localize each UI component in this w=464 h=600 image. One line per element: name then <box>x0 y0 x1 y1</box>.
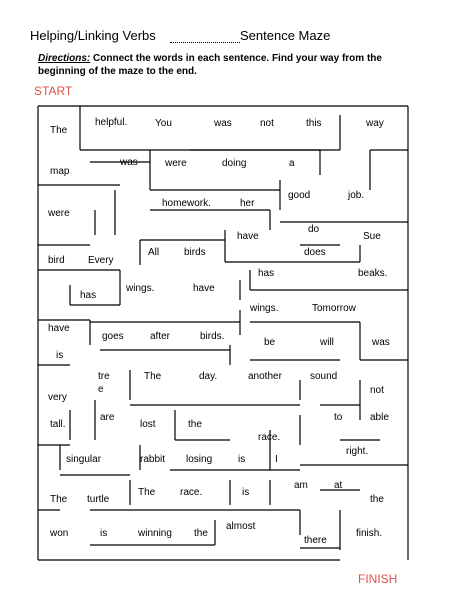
maze-word: have <box>237 231 259 242</box>
maze-word: am <box>294 480 308 491</box>
maze-word: there <box>304 535 327 546</box>
maze-word: the <box>194 528 208 539</box>
maze-word: was <box>372 337 390 348</box>
maze-word: All <box>148 247 160 258</box>
maze-word: rabbit <box>140 454 166 465</box>
maze-word: the <box>188 419 202 430</box>
maze-word: map <box>50 166 70 177</box>
worksheet-title-left: Helping/Linking Verbs <box>30 28 156 43</box>
directions-text: Connect the words in each sentence. Find your way from the beginning of the maze to the end. <box>38 53 382 77</box>
maze-word: helpful. <box>95 117 128 128</box>
maze-word: is <box>242 487 250 498</box>
maze-word: were <box>48 208 70 219</box>
maze-word: day. <box>199 371 218 382</box>
maze-word: winning <box>138 528 172 539</box>
maze-word: be <box>264 337 276 348</box>
maze-word: You <box>155 118 172 129</box>
maze-word: race. <box>258 432 281 443</box>
maze-word: will <box>320 337 334 348</box>
maze-word: good <box>288 190 311 201</box>
maze-word: birds. <box>200 331 225 342</box>
maze-word: job. <box>348 190 365 201</box>
maze-word: are <box>100 412 115 423</box>
maze-word: The <box>50 494 68 505</box>
maze-word: right. <box>346 446 369 457</box>
maze-word: the <box>370 494 384 505</box>
maze-word: almost <box>226 521 256 532</box>
maze-word: birds <box>184 247 206 258</box>
maze-word: do <box>308 224 320 235</box>
maze-word: does <box>304 247 326 258</box>
maze-word: losing <box>186 454 213 465</box>
maze-word: The <box>144 371 162 382</box>
maze-word: another <box>248 371 282 382</box>
maze-word: Every <box>88 255 114 266</box>
maze-word: a <box>289 158 295 169</box>
maze-word: The <box>50 125 68 136</box>
maze-word: after <box>150 331 171 342</box>
maze-word: race. <box>180 487 203 498</box>
maze-word: homework. <box>162 198 211 209</box>
maze-word: has <box>258 268 275 279</box>
finish-label: FINISH <box>358 572 398 586</box>
maze-word: lost <box>140 419 156 430</box>
maze-word: not <box>370 385 384 396</box>
maze-word: were <box>165 158 187 169</box>
maze-word: way <box>366 118 384 129</box>
maze-word: tall. <box>50 419 66 430</box>
maze-word: is <box>56 350 64 361</box>
maze-word: singular <box>66 454 102 465</box>
maze-word: Tomorrow <box>312 303 356 314</box>
maze-word: doing <box>222 158 247 169</box>
maze-word: I <box>275 454 278 465</box>
maze-word: this <box>306 118 322 129</box>
worksheet-title-right: Sentence Maze <box>240 28 331 43</box>
maze-word: her <box>240 198 255 209</box>
maze-word: wings. <box>250 303 279 314</box>
maze-word: has <box>80 290 97 301</box>
directions-label: Directions: <box>38 53 91 64</box>
start-label: START <box>34 84 73 98</box>
maze-word: very <box>48 392 67 403</box>
maze-word: have <box>193 283 215 294</box>
maze-word: was <box>120 157 138 168</box>
maze-word: tre <box>98 371 110 382</box>
maze-word: to <box>334 412 343 423</box>
maze-word: Sue <box>363 231 381 242</box>
maze-word: have <box>48 323 70 334</box>
maze-word: sound <box>310 371 338 382</box>
maze-word: at <box>334 480 343 491</box>
maze-word: e <box>98 384 104 395</box>
maze-word: is <box>238 454 246 465</box>
maze-word: turtle <box>87 494 110 505</box>
maze-word: bird <box>48 255 65 266</box>
maze-word: beaks. <box>358 268 388 279</box>
maze-word: is <box>100 528 108 539</box>
maze-word: goes <box>102 331 124 342</box>
maze-word: finish. <box>356 528 383 539</box>
maze-word: won <box>50 528 69 539</box>
maze-word: not <box>260 118 274 129</box>
maze-word: wings. <box>126 283 155 294</box>
maze-word: able <box>370 412 389 423</box>
maze-word: The <box>138 487 156 498</box>
maze-word: was <box>214 118 232 129</box>
